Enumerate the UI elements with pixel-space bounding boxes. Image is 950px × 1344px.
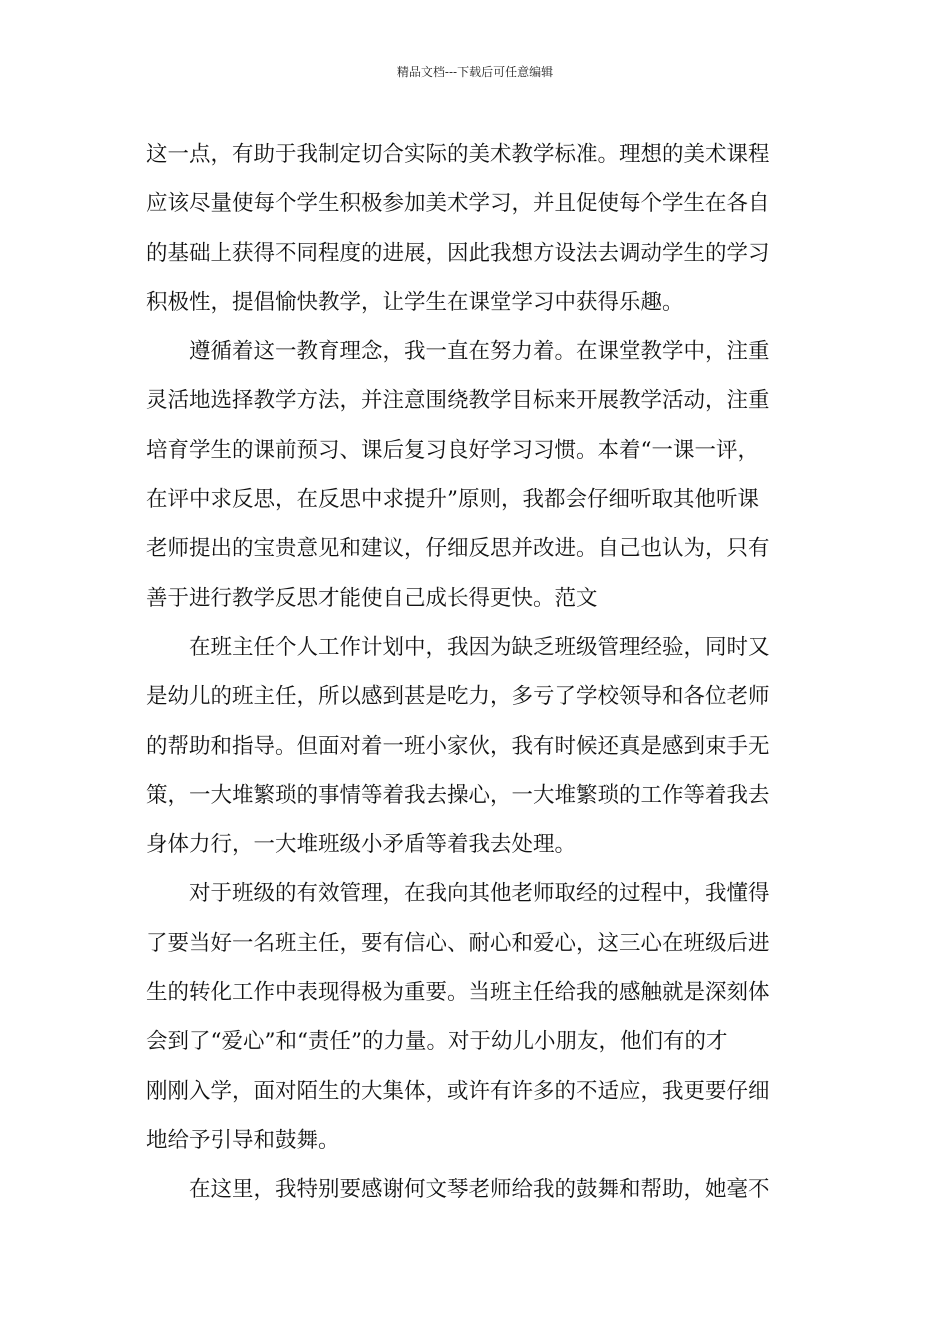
text-line: 是幼儿的班主任，所以感到甚是吃力，多亏了学校领导和各位老师 xyxy=(146,684,770,710)
text-line: 刚刚入学，面对陌生的大集体，或许有许多的不适应，我更要仔细 xyxy=(146,1078,770,1104)
text-line: 灵活地选择教学方法，并注意围绕教学目标来开展教学活动，注重 xyxy=(146,388,770,414)
paragraph xyxy=(146,1165,808,1214)
text-line: 积极性，提倡愉快教学，让学生在课堂学习中获得乐趣。 xyxy=(146,289,684,315)
paragraph xyxy=(146,869,808,1165)
text-line: 生的转化工作中表现得极为重要。当班主任给我的感触就是深刻体 xyxy=(146,980,770,1006)
text-line: 遵循着这一教育理念，我一直在努力着。在课堂教学中，注重 xyxy=(189,339,770,365)
text-line: 在评中求反思，在反思中求提升”原则，我都会仔细听取其他听课 xyxy=(146,487,759,513)
text-line: 在班主任个人工作计划中，我因为缺乏班级管理经验，同时又 xyxy=(189,634,770,660)
text-line: 在这里，我特别要感谢何文琴老师给我的鼓舞和帮助，她毫不 xyxy=(189,1177,770,1203)
paragraph xyxy=(146,327,808,623)
text-line: 了要当好一名班主任，要有信心、耐心和爱心，这三心在班级后进 xyxy=(146,930,770,956)
paragraph xyxy=(146,623,808,869)
text-line: 培育学生的课前预习、课后复习良好学习习惯。本着“一课一评， xyxy=(146,437,759,463)
text-line: 的基础上获得不同程度的进展，因此我想方设法去调动学生的学习 xyxy=(146,240,770,266)
text-line: 身体力行，一大堆班级小矛盾等着我去处理。 xyxy=(146,832,577,858)
text-line: 老师提出的宝贵意见和建议，仔细反思并改进。自己也认为，只有 xyxy=(146,536,770,562)
page-header: 精品文档---下载后可任意编辑 xyxy=(396,65,554,79)
text-line: 善于进行教学反思才能使自己成长得更快。范文 xyxy=(146,585,598,611)
text-line: 对于班级的有效管理，在我向其他老师取经的过程中，我懂得 xyxy=(189,881,770,907)
text-line: 会到了“爱心”和“责任”的力量。对于幼儿小朋友，他们有的才 xyxy=(146,1029,728,1055)
text-line: 应该尽量使每个学生积极参加美术学习，并且促使每个学生在各自 xyxy=(146,191,770,217)
document-body xyxy=(146,130,808,1215)
text-line: 的帮助和指导。但面对着一班小家伙，我有时候还真是感到束手无 xyxy=(146,733,770,759)
text-line: 策，一大堆繁琐的事情等着我去操心，一大堆繁琐的工作等着我去 xyxy=(146,782,770,808)
text-line: 地给予引导和鼓舞。 xyxy=(146,1127,340,1153)
paragraph xyxy=(146,130,808,327)
text-line: 这一点，有助于我制定切合实际的美术教学标准。理想的美术课程 xyxy=(146,142,770,167)
